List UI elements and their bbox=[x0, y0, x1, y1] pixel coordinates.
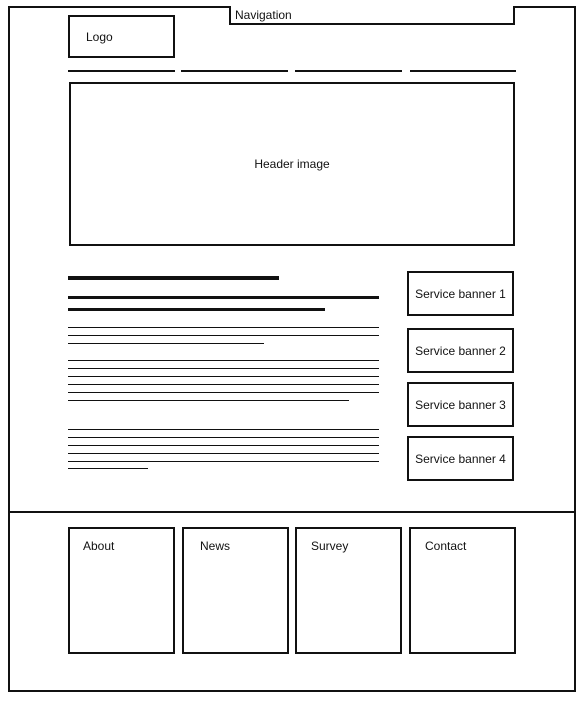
content-heading-line bbox=[68, 276, 279, 280]
header-image bbox=[69, 82, 515, 246]
logo-label: Logo bbox=[86, 30, 113, 44]
service-banner-label: Service banner 2 bbox=[415, 343, 506, 358]
service-banner-label: Service banner 1 bbox=[415, 286, 506, 301]
text-line bbox=[68, 376, 379, 377]
text-line bbox=[68, 360, 379, 361]
service-banner-1[interactable] bbox=[407, 271, 514, 316]
navigation-bar[interactable] bbox=[229, 6, 515, 25]
footer-about[interactable] bbox=[68, 527, 175, 654]
nav-tab-2[interactable] bbox=[181, 70, 288, 72]
text-line bbox=[68, 384, 379, 385]
text-line bbox=[68, 368, 379, 369]
logo-box[interactable] bbox=[68, 15, 175, 58]
text-line bbox=[68, 400, 349, 401]
footer-survey[interactable] bbox=[295, 527, 402, 654]
footer-contact-label: Contact bbox=[425, 539, 467, 553]
text-line bbox=[68, 429, 379, 430]
text-line bbox=[68, 327, 379, 328]
text-line bbox=[68, 392, 379, 393]
footer-divider bbox=[8, 511, 576, 513]
nav-tab-3[interactable] bbox=[295, 70, 402, 72]
content-subheading-line bbox=[68, 296, 379, 299]
service-banner-label: Service banner 4 bbox=[415, 451, 506, 466]
text-line bbox=[68, 461, 379, 462]
navigation-label: Navigation bbox=[235, 8, 292, 22]
service-banner-3[interactable] bbox=[407, 382, 514, 427]
content-subheading-line bbox=[68, 308, 325, 311]
text-line bbox=[68, 453, 379, 454]
service-banner-2[interactable] bbox=[407, 328, 514, 373]
header-image-label: Header image bbox=[254, 157, 330, 171]
text-line bbox=[68, 343, 264, 344]
footer-news-label: News bbox=[200, 539, 231, 553]
nav-tab-1[interactable] bbox=[68, 70, 175, 72]
service-banner-4[interactable] bbox=[407, 436, 514, 481]
footer-news[interactable] bbox=[182, 527, 289, 654]
footer-contact[interactable] bbox=[409, 527, 516, 654]
footer-about-label: About bbox=[83, 539, 115, 553]
footer-survey-label: Survey bbox=[311, 539, 349, 553]
text-line bbox=[68, 468, 148, 469]
text-line bbox=[68, 437, 379, 438]
service-banner-label: Service banner 3 bbox=[415, 397, 506, 412]
nav-tab-4[interactable] bbox=[410, 70, 516, 72]
text-line bbox=[68, 335, 379, 336]
text-line bbox=[68, 445, 379, 446]
